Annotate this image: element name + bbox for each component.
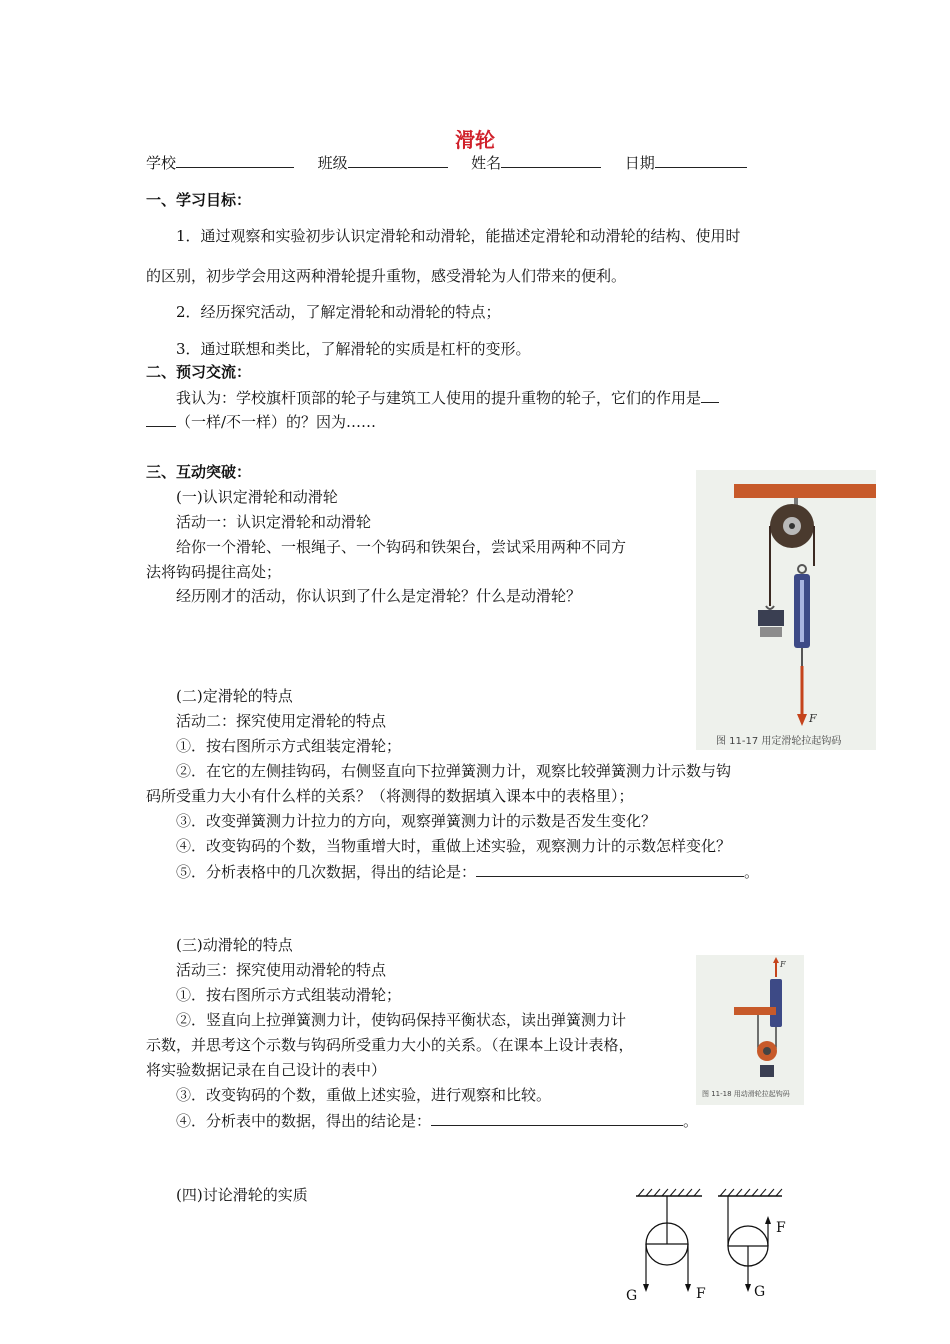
activity-3-conclusion-label: ④．分析表中的数据，得出的结论是： (176, 1112, 432, 1130)
goal-1-line-b: 的区别，初步学会用这两种滑轮提升重物，感受滑轮为人们带来的便利。 (146, 267, 627, 285)
preview-text-2: （一样/不一样）的？因为…… (176, 413, 377, 431)
diagram-label-f1: F (696, 1286, 706, 1302)
activity-1-line-1: 给你一个滑轮、一根绳子、一个钩码和铁架台，尝试采用两种不同方 (176, 538, 627, 556)
activity-3-title: 活动三：探究使用动滑轮的特点 (176, 961, 387, 979)
activity-2-step-2b: 码所受重力大小有什么样的关系？（将测得的数据填入课本中的表格里）； (146, 787, 634, 805)
movable-pulley-diagram (718, 1189, 786, 1300)
fig1-force-label: F (809, 712, 817, 725)
preview-blank-a[interactable] (701, 387, 719, 403)
activity-3-step-2b: 示数，并思考这个示数与钩码所受重力大小的关系。（在课本上设计表格， (146, 1036, 634, 1054)
class-label: 班级 (317, 154, 348, 172)
activity-3-step-3: ③．改变钩码的个数，重做上述实验，进行观察和比较。 (176, 1086, 552, 1104)
date-label: 日期 (624, 154, 655, 172)
preview-text-1: 我认为：学校旗杆顶部的轮子与建筑工人使用的提升重物的轮子，它们的作用是 (176, 389, 702, 407)
activity-2-conclusion-blank[interactable] (476, 861, 744, 877)
class-blank[interactable] (348, 152, 448, 168)
movable-pulley-figure (696, 955, 804, 1105)
section2-heading: 二、预习交流： (146, 363, 252, 381)
activity-2-step-4: ④．改变钩码的个数，当物重增大时，重做上述实验，观察测力计的示数怎样变化？ (176, 837, 732, 855)
name-blank[interactable] (501, 152, 601, 168)
preview-line-2 (146, 411, 376, 432)
preview-line-1 (176, 387, 719, 408)
activity-3-step-2a: ②．竖直向上拉弹簧测力计，使钩码保持平衡状态，读出弹簧测力计 (176, 1011, 627, 1029)
activity-1-line-2: 法将钩码提往高处； (146, 563, 282, 581)
fig2-caption: 图 11-18 用动滑轮拉起钩码 (702, 1090, 790, 1098)
activity-2-step-1: ①．按右图所示方式组装定滑轮； (176, 737, 402, 755)
section3-heading: 三、互动突破： (146, 463, 252, 481)
section1-heading: 一、学习目标： (146, 191, 252, 209)
diagram-label-g1: G (626, 1288, 638, 1304)
fixed-pulley-illustration (696, 470, 876, 750)
activity-2-step-5 (176, 861, 759, 882)
movable-pulley-illustration (696, 955, 804, 1105)
part3-title: (三)动滑轮的特点 (176, 936, 293, 954)
part1-title: (一)认识定滑轮和动滑轮 (176, 488, 338, 506)
student-info-line (146, 152, 747, 173)
goal-2: 2．经历探究活动，了解定滑轮和动滑轮的特点； (176, 303, 501, 321)
pulley-essence-diagrams (620, 1184, 790, 1304)
preview-blank-b[interactable] (146, 411, 176, 427)
activity-2-step-2a: ②．在它的左侧挂钩码，右侧竖直向下拉弹簧测力计，观察比较弹簧测力计示数与钩 (176, 762, 732, 780)
activity-1-title: 活动一：认识定滑轮和动滑轮 (176, 513, 372, 531)
activity-2-period: 。 (744, 863, 760, 881)
school-blank[interactable] (176, 152, 294, 168)
activity-3-step-2c: 将实验数据记录在自己设计的表中） (146, 1061, 387, 1079)
fig2-force-label: F (780, 960, 786, 969)
goal-3: 3．通过联想和类比，了解滑轮的实质是杠杆的变形。 (176, 340, 531, 358)
activity-3-conclusion-blank[interactable] (431, 1110, 683, 1126)
goal-1-line-a: 1．通过观察和实验初步认识定滑轮和动滑轮，能描述定滑轮和动滑轮的结构、使用时 (176, 227, 741, 245)
activity-2-conclusion-label: ⑤．分析表格中的几次数据，得出的结论是： (176, 863, 477, 881)
part4-title: (四)讨论滑轮的实质 (176, 1186, 308, 1204)
activity-3-period: 。 (683, 1112, 699, 1130)
fixed-pulley-diagram (626, 1189, 706, 1304)
diagram-label-f2: F (776, 1220, 786, 1236)
diagram-label-g2: G (754, 1284, 766, 1300)
activity-2-title: 活动二：探究使用定滑轮的特点 (176, 712, 387, 730)
fixed-pulley-figure (696, 470, 876, 750)
fig1-caption: 图 11-17 用定滑轮拉起钩码 (716, 736, 842, 747)
school-label: 学校 (146, 154, 177, 172)
activity-2-step-3: ③．改变弹簧测力计拉力的方向，观察弹簧测力计的示数是否发生变化？ (176, 812, 657, 830)
part2-title: (二)定滑轮的特点 (176, 687, 293, 705)
activity-3-step-1: ①．按右图所示方式组装动滑轮； (176, 986, 402, 1004)
name-label: 姓名 (471, 154, 502, 172)
date-blank[interactable] (655, 152, 747, 168)
activity-3-step-4 (176, 1110, 698, 1131)
page-title: 滑轮 (455, 128, 495, 152)
activity-1-line-3: 经历刚才的活动，你认识到了什么是定滑轮？什么是动滑轮？ (176, 587, 582, 605)
